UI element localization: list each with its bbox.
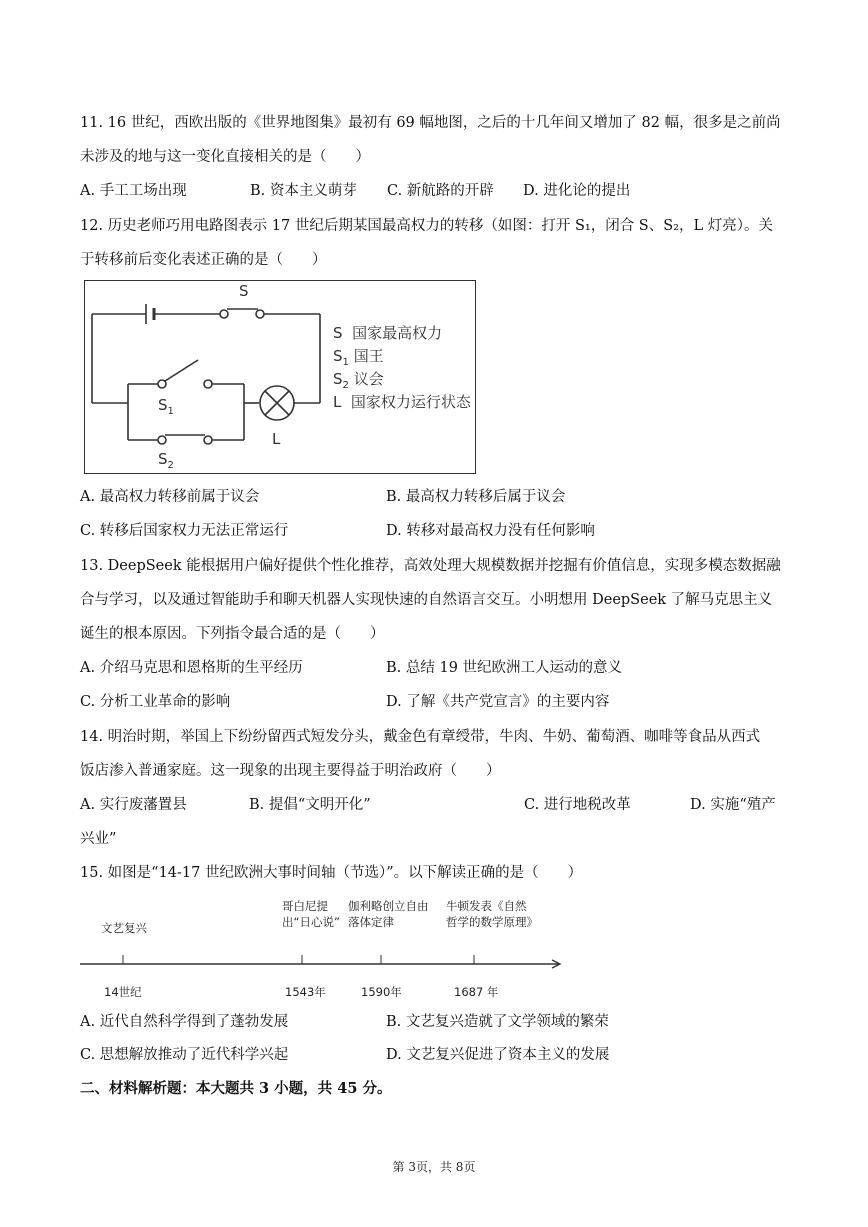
q11-option-d: D. 进化论的提出	[523, 183, 631, 199]
q13-option-d: D. 了解《共产党宣言》的主要内容	[386, 694, 610, 710]
legend-s2: $S_2$ 议会	[333, 370, 384, 391]
switch-s1-contact-left	[158, 380, 166, 388]
q11-stem-line2: 未涉及的地与这一变化直接相关的是（ ）	[80, 149, 370, 165]
q13-stem-line1: 13. DeepSeek 能根据用户偏好提供个性化推荐，高效处理大规模数据并挖掘有价值信息，实现多模态数据融	[80, 558, 781, 574]
q13-stem-line3: 诞生的根本原因。下列指令最合适的是（ ）	[80, 626, 385, 642]
legend-s: S 国家最高权力	[333, 324, 443, 342]
lamp-l-label: L	[272, 430, 281, 448]
q13-stem-line2: 合与学习，以及通过智能助手和聊天机器人实现快速的自然语言交互。小明想用 DeepSeek 了解马克思主义	[80, 592, 773, 608]
timeline-event-3-line2: 落体定律	[348, 915, 394, 929]
q14-option-d: D. 实施“殖产	[690, 797, 776, 813]
q15-option-a: A. 近代自然科学得到了蓬勃发展	[80, 1014, 289, 1030]
q13-option-a: A. 介绍马克思和恩格斯的生平经历	[80, 660, 303, 676]
q15-option-d: D. 文艺复兴促进了资本主义的发展	[386, 1047, 610, 1063]
legend-s1: $S_1$ 国王	[333, 347, 384, 368]
page-footer: 第 3页，共 8页	[392, 1160, 476, 1174]
timeline-date-1: 14世纪	[104, 985, 142, 999]
switch-s2-contact-left	[158, 436, 166, 444]
q12-stem-line2: 于转移前后变化表述正确的是（ ）	[80, 252, 327, 268]
switch-s-contact-right	[256, 310, 264, 318]
q14-option-d-cont: 兴业”	[80, 831, 117, 847]
q11-option-b: B. 资本主义萌芽	[250, 183, 357, 199]
q14-stem-line2: 饭店渗入普通家庭。这一现象的出现主要得益于明治政府（ ）	[80, 763, 501, 779]
switch-s-label: S	[239, 282, 249, 300]
q12-option-d: D. 转移对最高权力没有任何影响	[386, 523, 595, 539]
switch-s1-lever-open	[165, 360, 198, 381]
q11-option-a: A. 手工工场出现	[80, 183, 187, 199]
switch-s2-contact-right	[204, 436, 212, 444]
timeline-date-3: 1590年	[361, 985, 402, 999]
switch-s2-label: $S_2$	[158, 450, 174, 471]
q13-option-b: B. 总结 19 世纪欧洲工人运动的意义	[386, 660, 623, 676]
section-heading: 二、材料解析题：本大题共 3 小题，共 45 分。	[80, 1080, 392, 1097]
switch-s-contact-left	[220, 310, 228, 318]
q15-option-b: B. 文艺复兴造就了文学领域的繁荣	[386, 1014, 609, 1030]
timeline-event-1: 文艺复兴	[101, 921, 147, 935]
timeline-date-2: 1543年	[285, 985, 326, 999]
switch-s1-label: $S_1$	[158, 396, 174, 417]
q12-stem-line1: 12. 历史老师巧用电路图表示 17 世纪后期某国最高权力的转移（如图：打开 S₁，闭合 S、S₂，L 灯亮）。关	[80, 218, 773, 234]
q12-option-a: A. 最高权力转移前属于议会	[80, 489, 260, 505]
q15-stem: 15. 如图是“14-17 世纪欧洲大事时间轴（节选）”。以下解读正确的是（ ）	[80, 865, 583, 881]
timeline-event-4-line2: 哲学的数学原理》	[446, 915, 538, 929]
q14-option-c: C. 进行地税改革	[524, 797, 631, 813]
timeline-event-2-line2: 出“日心说”	[282, 915, 340, 929]
timeline-event-3-line1: 伽利略创立自由	[348, 899, 429, 913]
timeline-event-2-line1: 哥白尼提	[282, 899, 328, 913]
q14-stem-line1: 14. 明治时期，举国上下纷纷留西式短发分头，戴金色有章绶带，牛肉、牛奶、葡萄酒、咖啡等食品从西式	[80, 729, 761, 745]
q14-option-a: A. 实行废藩置县	[80, 797, 187, 813]
timeline-event-4-line1: 牛顿发表《自然	[446, 899, 527, 913]
switch-s1-contact-right	[204, 380, 212, 388]
q13-option-c: C. 分析工业革命的影响	[80, 694, 231, 710]
timeline-axis	[78, 955, 568, 975]
q15-option-c: C. 思想解放推动了近代科学兴起	[80, 1047, 289, 1063]
q12-option-c: C. 转移后国家权力无法正常运行	[80, 523, 289, 539]
timeline-date-4: 1687 年	[454, 985, 499, 999]
legend-l: L 国家权力运行状态	[333, 393, 471, 411]
q14-option-b: B. 提倡“文明开化”	[249, 797, 371, 813]
q12-option-b: B. 最高权力转移后属于议会	[386, 489, 566, 505]
q11-stem-line1: 11. 16 世纪，西欧出版的《世界地图集》最初有 69 幅地图，之后的十几年间又增加了 82 幅，很多是之前尚	[80, 115, 781, 131]
q11-option-c: C. 新航路的开辟	[387, 183, 494, 199]
